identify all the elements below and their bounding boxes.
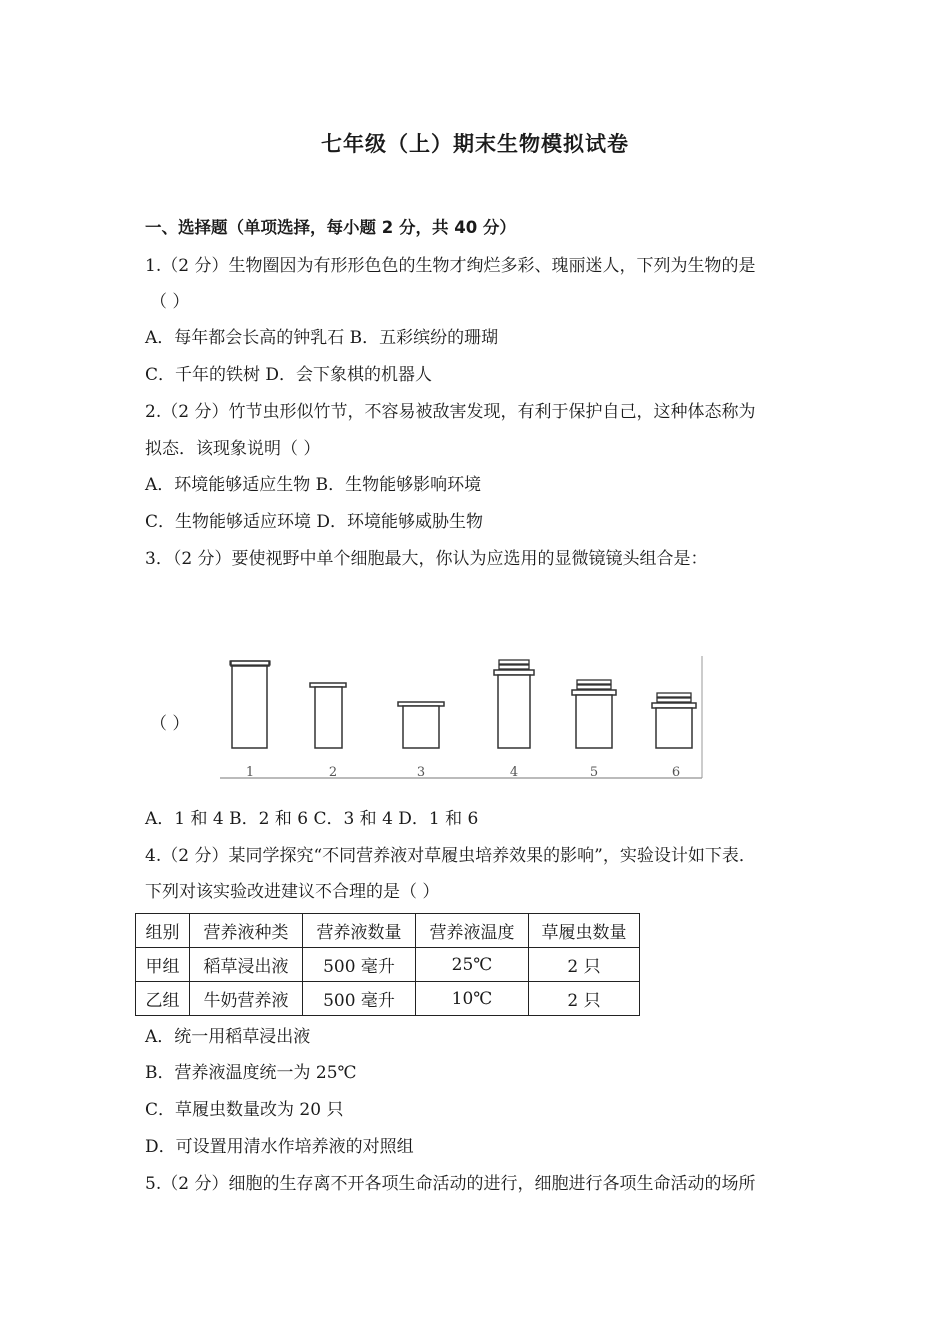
lens-5: [572, 680, 616, 748]
q2-stem-continued: 拟态．该现象说明（ ）: [145, 439, 321, 459]
lens-label-3: 3: [416, 765, 426, 780]
q1-options-ab: A．每年都会长高的钟乳石 B．五彩缤纷的珊瑚: [145, 328, 499, 348]
q4-stem: 4.（2 分）某同学探究“不同营养液对草履虫培养效果的影响”，实验设计如下表．: [145, 846, 756, 866]
q4-option-d: D．可设置用清水作培养液的对照组: [145, 1137, 414, 1157]
lens-label-6: 6: [671, 765, 681, 780]
q4-option-a: A．统一用稻草浸出液: [145, 1027, 311, 1047]
table-header-cell: 营养液数量: [303, 914, 416, 948]
table-header-cell: 草履虫数量: [529, 914, 640, 948]
q2-stem: 2.（2 分）竹节虫形似竹节，不容易被敌害发现，有利于保护自己，这种体态称为: [145, 402, 756, 422]
table-row: [136, 948, 640, 982]
lens-label-5: 5: [589, 765, 599, 780]
q4-option-c: C．草履虫数量改为 20 只: [145, 1100, 344, 1120]
table-cell: 2 只: [529, 948, 640, 982]
q5-stem: 5.（2 分）细胞的生存离不开各项生命活动的进行，细胞进行各项生命活动的场所: [145, 1174, 756, 1194]
lens-label-2: 2: [328, 765, 338, 780]
lens-1: [230, 661, 270, 748]
section-heading: 一、选择题（单项选择，每小题 2 分，共 40 分）: [145, 218, 516, 237]
q1-answer-paren: （ ）: [150, 292, 190, 312]
table-header-cell: 营养液温度: [416, 914, 529, 948]
table-cell: 乙组: [136, 982, 190, 1016]
q2-options-cd: C．生物能够适应环境 D．环境能够威胁生物: [145, 512, 484, 532]
table-header-cell: 组别: [136, 914, 190, 948]
microscope-lens-figure: [215, 650, 705, 782]
table-cell: 稻草浸出液: [190, 948, 303, 982]
lens-6: [652, 693, 696, 748]
lens-label-1: 1: [245, 765, 255, 780]
table-cell: 牛奶营养液: [190, 982, 303, 1016]
lens-3: [398, 702, 444, 748]
lens-label-4: 4: [509, 765, 519, 780]
table-header-row: [136, 914, 640, 948]
q3-options: A．1 和 4 B．2 和 6 C．3 和 4 D．1 和 6: [145, 809, 479, 829]
table-cell: 2 只: [529, 982, 640, 1016]
table-cell: 甲组: [136, 948, 190, 982]
q1-options-cd: C．千年的铁树 D．会下象棋的机器人: [145, 365, 433, 385]
lens-4: [494, 660, 534, 748]
q1-stem: 1.（2 分）生物圈因为有形形色色的生物才绚烂多彩、瑰丽迷人，下列为生物的是: [145, 256, 756, 276]
q4-option-b: B．营养液温度统一为 25℃: [145, 1063, 357, 1083]
page-title: 七年级（上）期末生物模拟试卷: [321, 132, 629, 156]
q4-stem-continued: 下列对该实验改进建议不合理的是（ ）: [145, 882, 440, 902]
table-header-cell: 营养液种类: [190, 914, 303, 948]
q2-options-ab: A．环境能够适应生物 B．生物能够影响环境: [145, 475, 482, 495]
lens-2: [310, 683, 346, 748]
experiment-table: [135, 913, 640, 1016]
table-row: [136, 982, 640, 1016]
table-cell: 25℃: [416, 948, 529, 982]
table-cell: 500 毫升: [303, 948, 416, 982]
table-cell: 500 毫升: [303, 982, 416, 1016]
table-cell: 10℃: [416, 982, 529, 1016]
q3-stem: 3．（2 分）要使视野中单个细胞最大，你认为应选用的显微镜镜头组合是：: [145, 549, 708, 569]
q3-answer-paren: （ ）: [150, 714, 190, 734]
